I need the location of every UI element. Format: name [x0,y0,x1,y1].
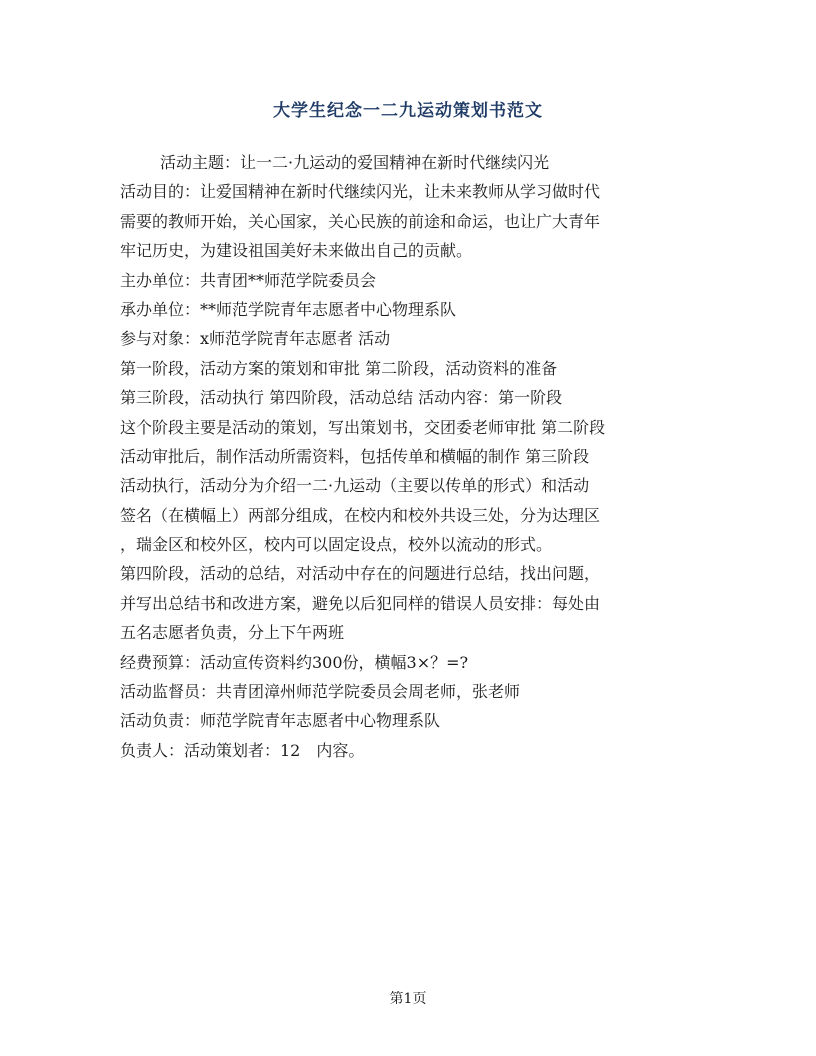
paragraph-summary-line-3: 五名志愿者负责，分上下午两班 [120,623,345,643]
paragraph-content-line-5: ，瑞金区和校外区，校内可以固定设点，校外以流动的形式。 [120,535,553,555]
paragraph-summary-line-1: 第四阶段，活动的总结，对活动中存在的问题进行总结，找出问题， [120,564,601,584]
paragraph-purpose-line-2: 需要的教师开始，关心国家，关心民族的前途和命运，也让广大青年 [120,211,601,231]
paragraph-content-line-4: 签名（在横幅上）两部分组成，在校内和校外共设三处，分为达理区 [120,505,601,525]
paragraph-purpose-line-3: 牢记历史，为建设祖国美好未来做出自己的贡献。 [120,241,473,261]
document-title: 大学生纪念一二九运动策划书范文 [273,101,543,121]
page-number: 第1页 [389,991,427,1007]
paragraph-summary-line-2: 并写出总结书和改进方案，避免以后犯同样的错误人员安排：每处由 [120,593,601,613]
paragraph-responsible-unit: 活动负责：师范学院青年志愿者中心物理系队 [120,711,441,731]
paragraph-content-line-3: 活动执行，活动分为介绍一二·九运动（主要以传单的形式）和活动 [120,476,590,496]
paragraph-content-line-1: 这个阶段主要是活动的策划，写出策划书，交团委老师审批 第二阶段 [120,417,606,437]
paragraph-content-line-2: 活动审批后，制作活动所需资料，包括传单和横幅的制作 第三阶段 [120,446,590,466]
paragraph-undertaker: 承办单位：**师范学院青年志愿者中心物理系队 [120,299,457,319]
paragraph-stages-2: 第三阶段，活动执行 第四阶段，活动总结 活动内容：第一阶段 [120,388,563,408]
paragraph-budget: 经费预算：活动宣传资料约300份，横幅3×？=? [120,652,469,672]
paragraph-theme: 活动主题：让一二·九运动的爱国精神在新时代继续闪光 [160,153,550,172]
paragraph-purpose-line-1: 活动目的：让爱国精神在新时代继续闪光，让未来教师从学习做时代 [120,182,601,202]
paragraph-person-in-charge: 负责人：活动策划者：12 内容。 [120,740,365,760]
paragraph-organizer: 主办单位：共青团**师范学院委员会 [120,270,377,290]
document-body [120,148,705,765]
paragraph-participants: 参与对象：x师范学院青年志愿者 活动 [120,329,391,349]
paragraph-stages-1: 第一阶段，活动方案的策划和审批 第二阶段，活动资料的准备 [120,358,558,378]
paragraph-supervisor: 活动监督员：共青团漳州师范学院委员会周老师，张老师 [120,682,521,702]
